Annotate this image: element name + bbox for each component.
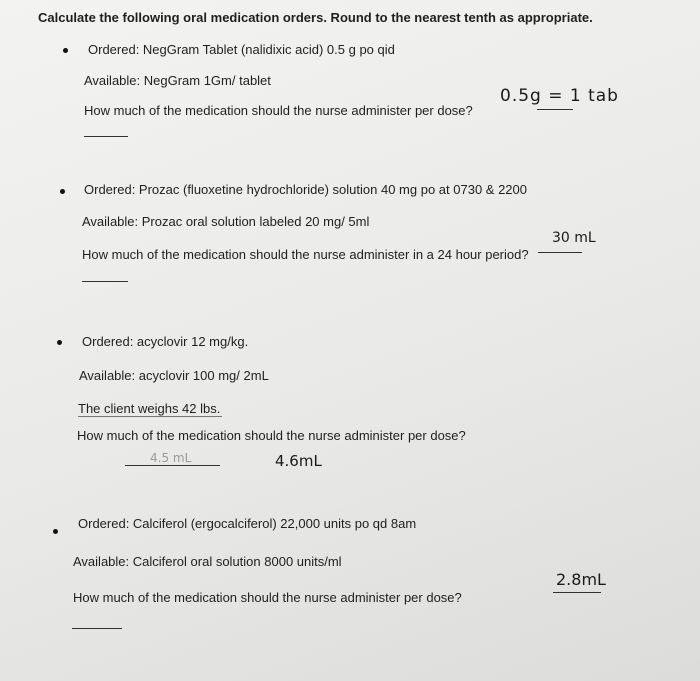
q3-question: How much of the medication should the nurse administer per dose? xyxy=(77,428,466,443)
worksheet-title: Calculate the following oral medication orders. Round to the nearest tenth as appropriate. xyxy=(38,10,593,25)
q2-available: Available: Prozac oral solution labeled 20 mg/ 5ml xyxy=(82,214,370,229)
q4-answer-blank xyxy=(72,628,122,629)
q1-answer-underline xyxy=(537,109,573,110)
q2-question: How much of the medication should the nurse administer in a 24 hour period? xyxy=(82,247,529,262)
q1-question: How much of the medication should the nurse administer per dose? xyxy=(84,103,473,118)
q2-ordered: Ordered: Prozac (fluoxetine hydrochloride) solution 40 mg po at 0730 & 2200 xyxy=(84,182,527,197)
q3-available: Available: acyclovir 100 mg/ 2mL xyxy=(79,368,269,383)
q4-answer-underline xyxy=(553,592,601,593)
bullet xyxy=(60,189,65,194)
q3-erased-answer: 4.5 mL xyxy=(150,451,192,465)
q1-available: Available: NegGram 1Gm/ tablet xyxy=(84,73,271,88)
q4-handwritten-answer: 2.8mL xyxy=(556,570,606,589)
q2-answer-blank xyxy=(82,281,128,282)
bullet xyxy=(57,340,62,345)
q2-answer-underline xyxy=(538,252,582,253)
q3-handwritten-answer: 4.6mL xyxy=(275,452,322,470)
bullet xyxy=(63,48,68,53)
q4-available: Available: Calciferol oral solution 8000 units/ml xyxy=(73,554,342,569)
q3-ordered: Ordered: acyclovir 12 mg/kg. xyxy=(82,334,249,349)
q3-weight-underline xyxy=(78,416,222,417)
q1-handwritten-answer: 0.5g = 1 tab xyxy=(500,86,619,106)
q1-answer-blank xyxy=(84,136,128,137)
bullet xyxy=(53,529,58,534)
q3-answer-blank xyxy=(125,465,220,466)
q4-ordered: Ordered: Calciferol (ergocalciferol) 22,000 units po qd 8am xyxy=(78,516,417,531)
q1-ordered: Ordered: NegGram Tablet (nalidixic acid) 0.5 g po qid xyxy=(88,42,395,57)
q2-handwritten-answer: 30 mL xyxy=(552,230,596,246)
q3-weight: The client weighs 42 lbs. xyxy=(78,401,221,416)
q4-question: How much of the medication should the nurse administer per dose? xyxy=(73,590,462,605)
